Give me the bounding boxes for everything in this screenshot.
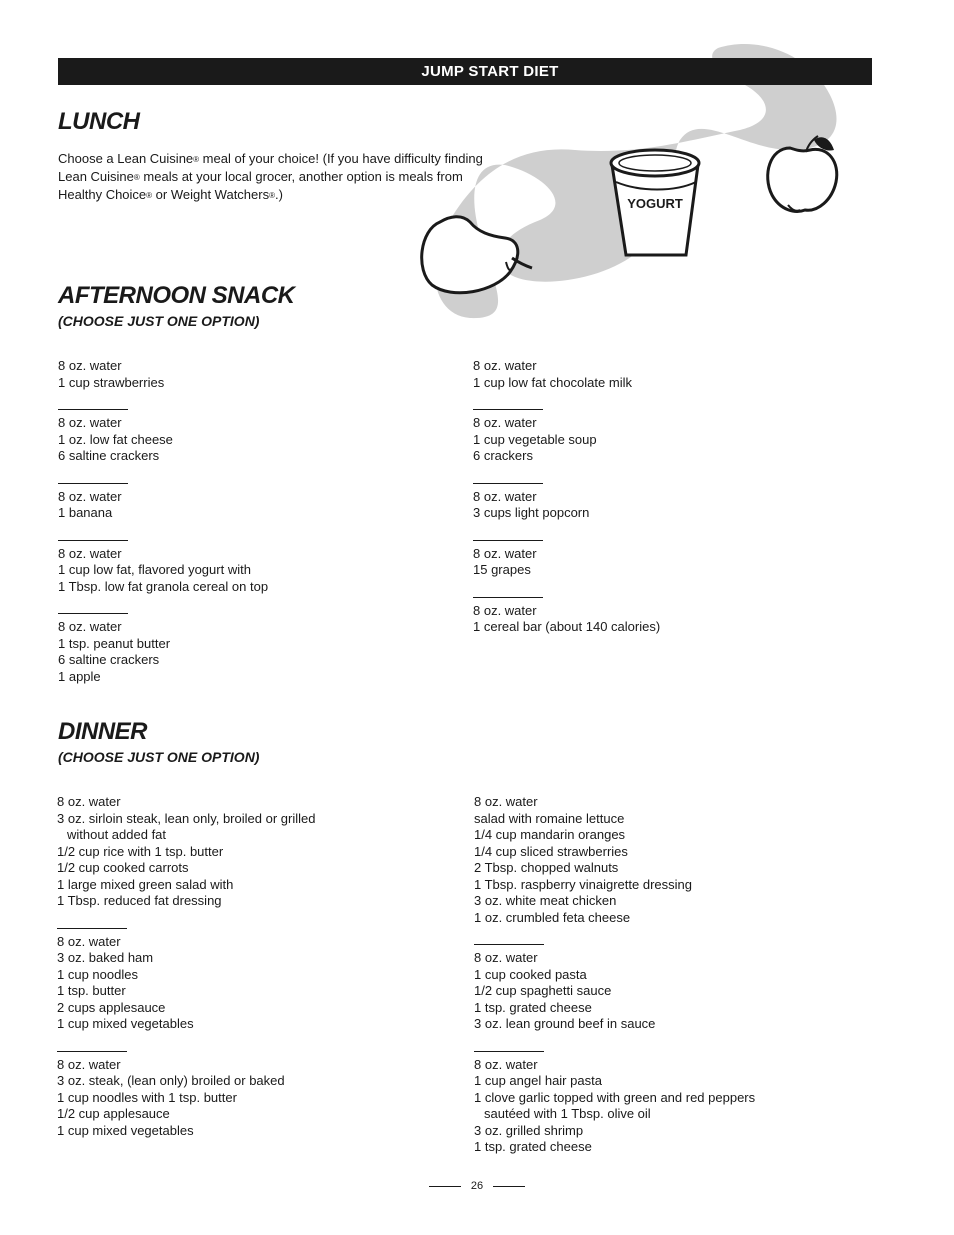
menu-option-line: 6 crackers	[473, 448, 533, 463]
menu-option-line: 1/2 cup applesauce	[57, 1106, 170, 1121]
menu-option-line: 1/2 cup cooked carrots	[57, 860, 189, 875]
menu-option-line: 2 cups applesauce	[57, 999, 166, 1015]
option-separator	[474, 1051, 544, 1052]
menu-option-line: 8 oz. water	[58, 415, 122, 430]
menu-option-line: 1 large mixed green salad with	[57, 876, 234, 892]
footer-rule	[429, 1186, 461, 1187]
dinner-options-right	[474, 794, 894, 1156]
menu-option-line: 8 oz. water	[473, 358, 537, 373]
menu-option-line: 1 cup noodles with 1 tsp. butter	[57, 1089, 237, 1105]
option-separator	[58, 483, 128, 484]
menu-option-line: 8 oz. water	[473, 488, 537, 504]
lunch-text-part: .)	[275, 187, 283, 202]
snack-options-right	[473, 358, 873, 636]
menu-option-line: 1 tsp. peanut butter	[58, 635, 171, 651]
menu-option-line: 6 saltine crackers	[58, 448, 160, 463]
menu-option	[474, 950, 894, 1033]
menu-option	[58, 358, 458, 391]
option-separator	[473, 540, 543, 541]
option-separator	[58, 409, 128, 410]
dinner-subtitle: (CHOOSE JUST ONE OPTION)	[58, 749, 260, 765]
menu-option-line: 6 saltine crackers	[58, 652, 160, 667]
lunch-text-part: Choose a Lean Cuisine	[58, 151, 194, 166]
menu-option	[474, 1057, 894, 1156]
menu-option-line: 3 cups light popcorn	[473, 505, 590, 520]
option-separator	[58, 613, 128, 614]
menu-option-line: 1 cup mixed vegetables	[57, 1122, 194, 1138]
menu-option-line: 1/4 cup sliced strawberries	[474, 843, 628, 859]
menu-option-line: 1 cup vegetable soup	[473, 431, 597, 447]
lunch-description	[58, 150, 488, 204]
section-header-bar	[58, 58, 872, 85]
menu-option-line: 3 oz. steak, (lean only) broiled or baked	[57, 1073, 285, 1088]
snack-options-left	[58, 358, 458, 685]
menu-option-line: 8 oz. water	[473, 415, 537, 430]
lunch-text-part: or Weight Watchers	[152, 187, 270, 202]
menu-option-line: 1 cup cooked pasta	[474, 966, 587, 982]
menu-option	[57, 1057, 457, 1140]
menu-option-line: 1 oz. crumbled feta cheese	[474, 909, 631, 925]
menu-option-line: 1 apple	[58, 668, 101, 684]
registered-mark: ®	[146, 191, 153, 200]
menu-option-line: 3 oz. baked ham	[57, 950, 154, 965]
page-header-title: JUMP START DIET	[421, 63, 559, 80]
registered-mark: ®	[133, 173, 140, 182]
menu-option-line: 8 oz. water	[58, 488, 122, 504]
registered-mark: ®	[193, 155, 200, 164]
menu-option-line: 8 oz. water	[57, 794, 121, 809]
dinner-heading: DINNER	[58, 718, 148, 745]
menu-option	[58, 546, 458, 596]
menu-option-line: 3 oz. grilled shrimp	[474, 1122, 584, 1138]
menu-option-line: 8 oz. water	[473, 545, 537, 561]
menu-option	[58, 619, 458, 685]
option-separator	[57, 928, 127, 929]
option-separator	[474, 944, 544, 945]
option-separator	[473, 409, 543, 410]
menu-option-line: 8 oz. water	[57, 1056, 121, 1072]
menu-option-line: salad with romaine lettuce	[474, 810, 625, 826]
menu-option-line: 1 tsp. grated cheese	[474, 1139, 592, 1154]
menu-option	[473, 358, 873, 391]
menu-option-line: 1 oz. low fat cheese	[58, 431, 173, 447]
menu-option-line: 8 oz. water	[57, 933, 121, 949]
menu-option-line: 3 oz. white meat chicken	[474, 893, 617, 908]
menu-option-line: 1 Tbsp. low fat granola cereal on top	[58, 578, 269, 594]
option-separator	[473, 597, 543, 598]
menu-option-line: 1/2 cup rice with 1 tsp. butter	[57, 843, 224, 859]
option-separator	[58, 540, 128, 541]
menu-option-line: 8 oz. water	[58, 545, 122, 561]
menu-option-line: 1 cup strawberries	[58, 374, 165, 390]
lunch-heading: LUNCH	[58, 108, 140, 135]
menu-option-line: 1 tsp. grated cheese	[474, 999, 592, 1015]
lunch-text-part: meal of your choice! (If you have difficulty finding Lean Cuisine	[58, 151, 483, 184]
afternoon-snack-heading: AFTERNOON SNACK	[58, 282, 295, 309]
page-number: 26	[470, 1180, 484, 1192]
menu-option-line: 15 grapes	[473, 562, 531, 577]
pear-icon	[422, 217, 532, 293]
menu-option-line: 1 cup low fat, flavored yogurt with	[58, 562, 251, 577]
option-separator	[473, 483, 543, 484]
menu-option	[58, 415, 458, 465]
menu-option-line: 8 oz. water	[58, 619, 122, 634]
dinner-options-left	[57, 794, 457, 1139]
menu-option-line: 1 cup noodles	[57, 966, 138, 982]
menu-option-line: 1 Tbsp. reduced fat dressing	[57, 893, 222, 908]
menu-option-line: sautéed with 1 Tbsp. olive oil	[484, 1106, 651, 1121]
menu-option-line: 1 tsp. butter	[57, 983, 126, 998]
footer-rule	[493, 1186, 525, 1187]
menu-option	[473, 546, 873, 579]
menu-option-line: 1 banana	[58, 505, 113, 520]
menu-option-line: 3 oz. sirloin steak, lean only, broiled or grilled	[57, 810, 316, 826]
menu-option-line: 8 oz. water	[58, 358, 122, 373]
yogurt-label: YOGURT	[627, 196, 683, 211]
menu-option-line: 8 oz. water	[474, 794, 538, 809]
menu-option-line: 3 oz. lean ground beef in sauce	[474, 1016, 656, 1031]
menu-option	[57, 794, 457, 910]
menu-option-line: 1 Tbsp. raspberry vinaigrette dressing	[474, 876, 692, 892]
menu-option-line: 1 cup mixed vegetables	[57, 1016, 194, 1031]
menu-option-line: 1/2 cup spaghetti sauce	[474, 983, 612, 998]
registered-mark: ®	[269, 191, 276, 200]
menu-option-line: 8 oz. water	[474, 1056, 538, 1072]
menu-option-line: 1 cup angel hair pasta	[474, 1073, 602, 1088]
menu-option	[473, 489, 873, 522]
menu-option-line: 1 cereal bar (about 140 calories)	[473, 619, 661, 634]
menu-option	[473, 415, 873, 465]
menu-option	[58, 489, 458, 522]
menu-option	[57, 934, 457, 1033]
menu-option-line: 8 oz. water	[474, 950, 538, 965]
menu-option	[474, 794, 894, 926]
menu-option-line: 1 cup low fat chocolate milk	[473, 374, 632, 390]
lunch-text-part: meals at your local grocer, another option is meals from Healthy Choice	[58, 169, 463, 202]
menu-option-line: without added fat	[67, 827, 167, 842]
menu-option-line: 2 Tbsp. chopped walnuts	[474, 860, 619, 875]
menu-option-line: 1/4 cup mandarin oranges	[474, 827, 626, 842]
page-number-footer	[0, 1180, 954, 1192]
menu-option	[473, 603, 873, 636]
option-separator	[57, 1051, 127, 1052]
yogurt-cup-icon	[611, 150, 699, 255]
menu-option-line: 8 oz. water	[473, 602, 537, 618]
menu-option-line: 1 clove garlic topped with green and red peppers	[474, 1089, 756, 1105]
afternoon-snack-subtitle: (CHOOSE JUST ONE OPTION)	[58, 313, 260, 329]
